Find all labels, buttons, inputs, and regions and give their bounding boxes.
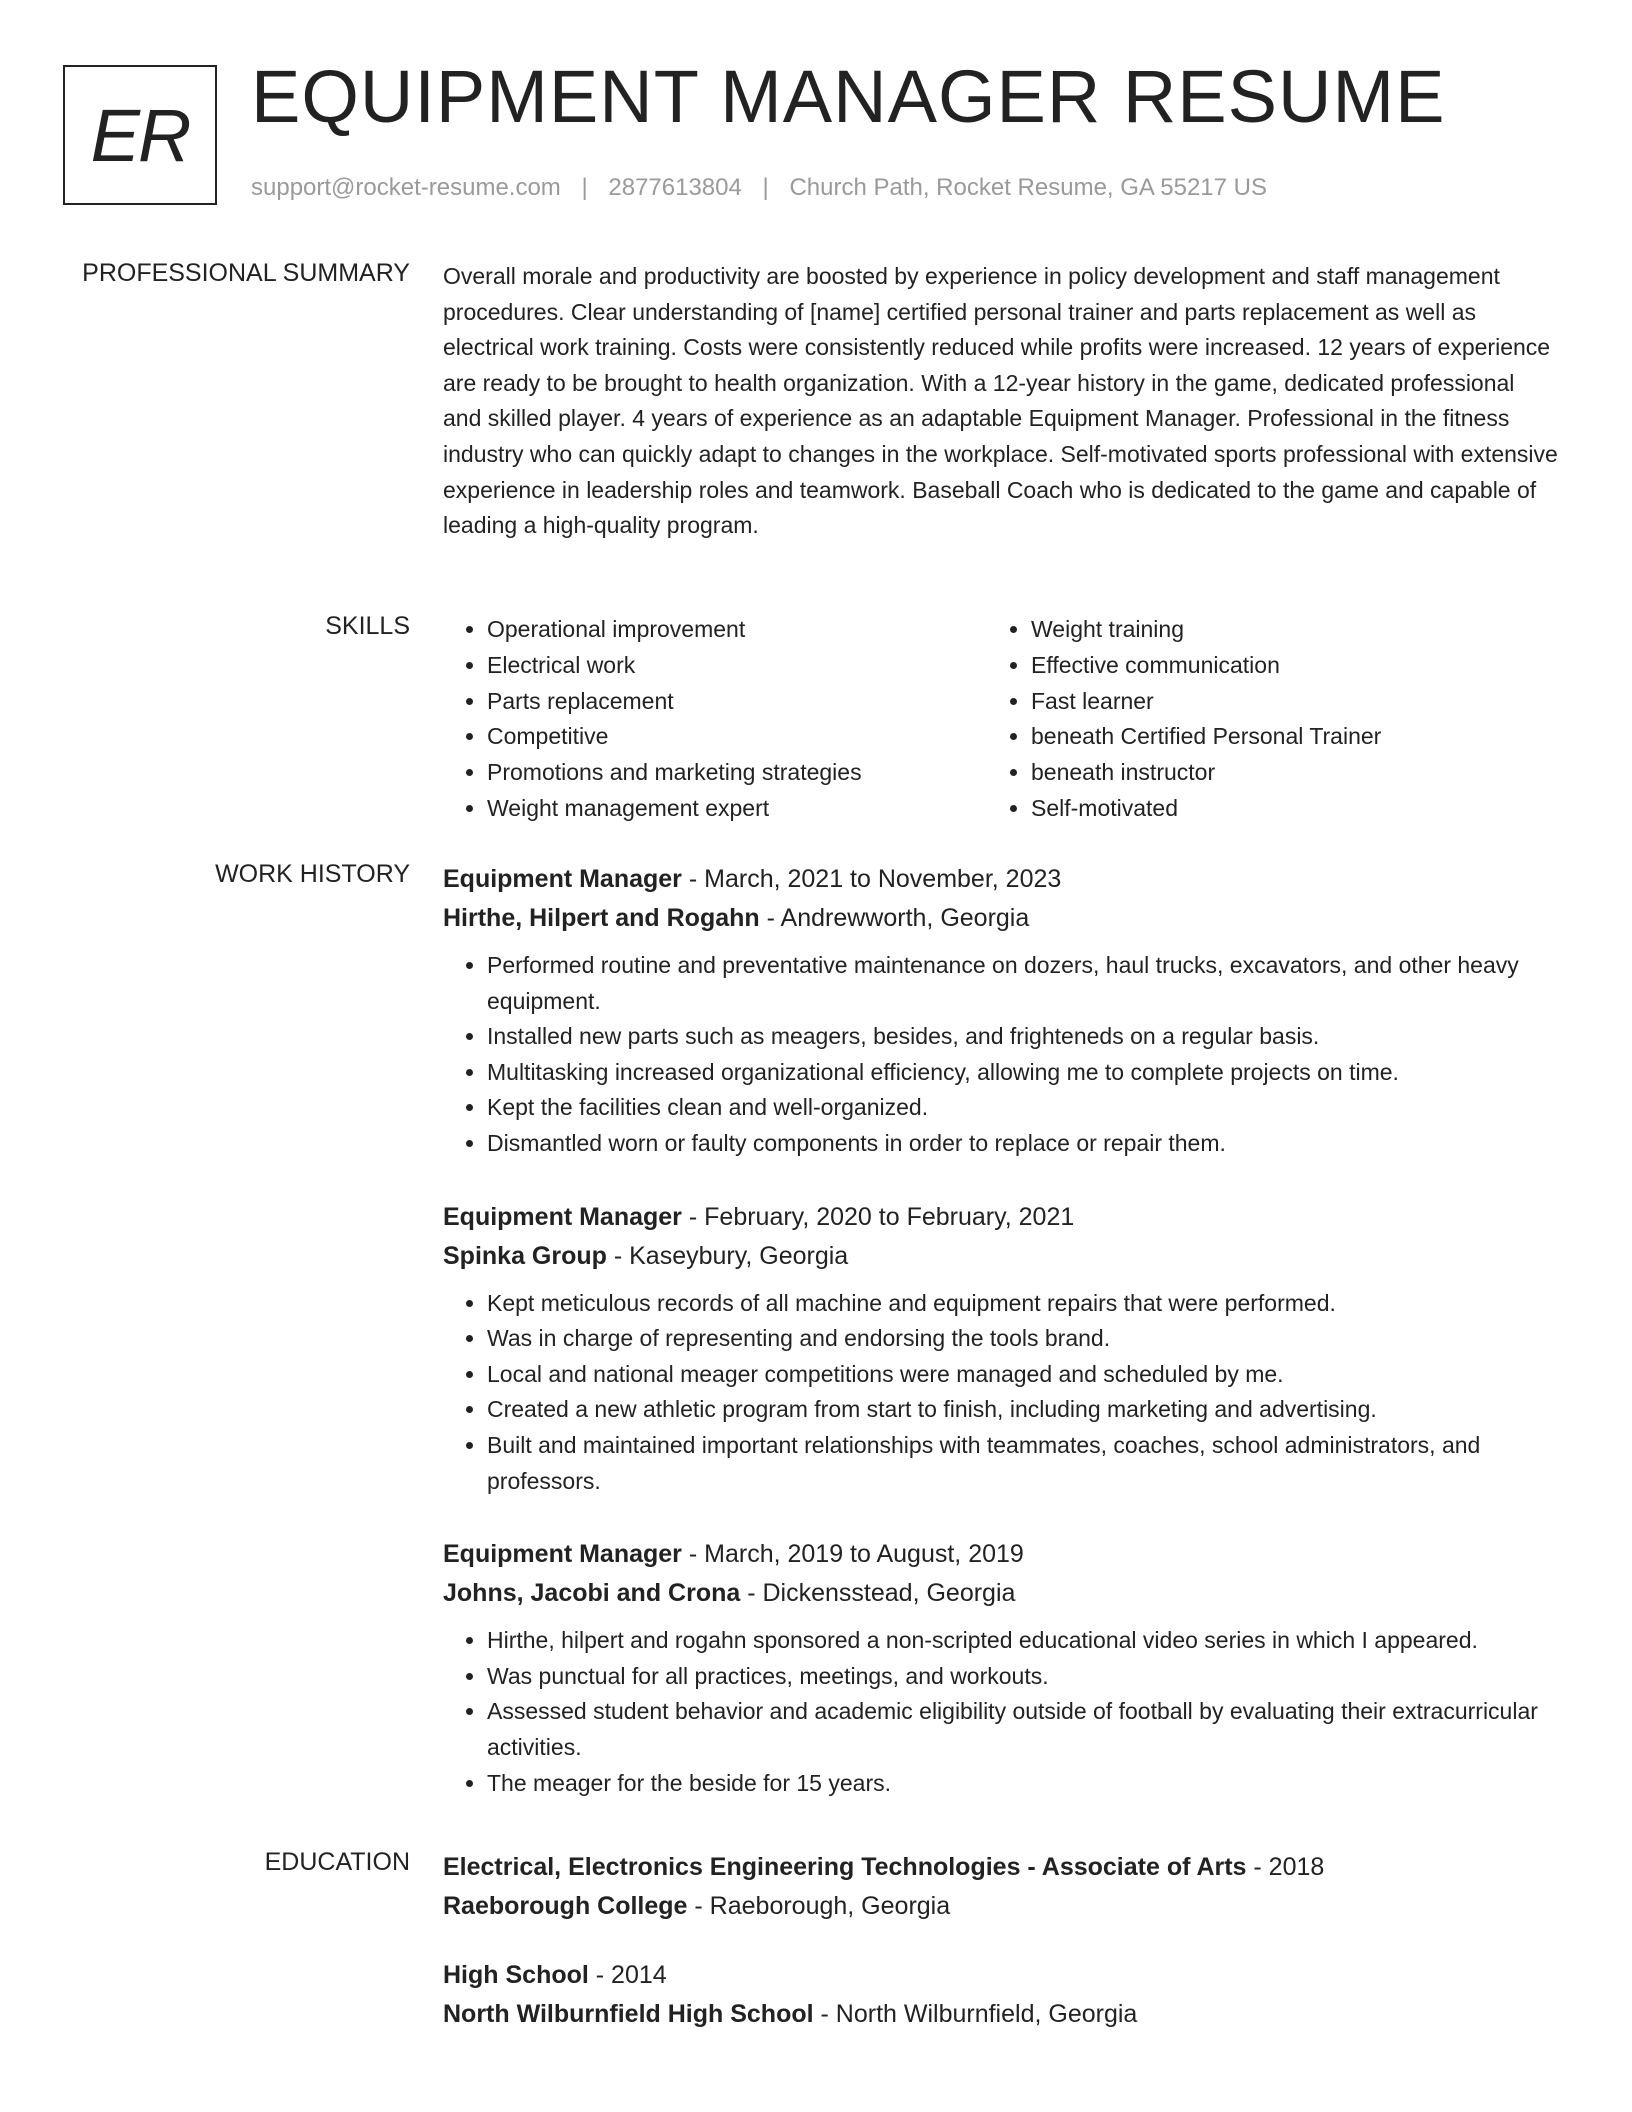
edu-location: - Raeborough, Georgia bbox=[687, 1892, 951, 1920]
contact-phone[interactable]: 2877613804 bbox=[608, 174, 742, 201]
job-bullet: • Assessed student behavior and academic eligibility outside of football by evaluating their extracurricular activities. bbox=[487, 1694, 1558, 1765]
contact-separator: | bbox=[581, 174, 588, 201]
skill-item: • beneath Certified Personal Trainer bbox=[1031, 719, 1551, 755]
job-bullet: • Created a new athletic program from start to finish, including marketing and advertising. bbox=[487, 1392, 1558, 1428]
job-title: Equipment Manager bbox=[443, 1540, 682, 1569]
job-company: Johns, Jacobi and Crona bbox=[443, 1579, 741, 1608]
skill-item: • Operational improvement bbox=[487, 612, 987, 648]
education-entry bbox=[443, 1848, 1558, 1926]
edu-school-line bbox=[443, 1995, 1558, 2034]
job-company: Spinka Group bbox=[443, 1241, 607, 1270]
job-company-line bbox=[443, 1237, 1558, 1276]
edu-school-line bbox=[443, 1887, 1558, 1926]
job-bullet: • Installed new parts such as meagers, besides, and frighteneds on a regular basis. bbox=[487, 1019, 1558, 1055]
skill-item: • Promotions and marketing strategies bbox=[487, 755, 987, 791]
job-bullet: • Kept meticulous records of all machine and equipment repairs that were performed. bbox=[487, 1286, 1558, 1322]
edu-degree-line bbox=[443, 1956, 1558, 1995]
section-label-work: WORK HISTORY bbox=[215, 860, 410, 888]
job-bullet: • Was punctual for all practices, meetings, and workouts. bbox=[487, 1659, 1558, 1695]
skills-grid bbox=[443, 612, 1558, 827]
skills-column-2 bbox=[987, 612, 1551, 827]
job-bullet: • Local and national meager competitions were managed and scheduled by me. bbox=[487, 1357, 1558, 1393]
job-bullets bbox=[443, 1286, 1558, 1500]
section-label-education: EDUCATION bbox=[264, 1848, 410, 1876]
job-bullet: • The meager for the beside for 15 years. bbox=[487, 1766, 1558, 1802]
job-company: Hirthe, Hilpert and Rogahn bbox=[443, 904, 760, 932]
edu-year: - 2014 bbox=[588, 1961, 667, 1989]
job-bullet: • Performed routine and preventative maintenance on dozers, haul trucks, excavators, and other heavy equipment. bbox=[487, 948, 1558, 1019]
section-label-summary: PROFESSIONAL SUMMARY bbox=[82, 259, 410, 287]
education-entry bbox=[443, 1956, 1558, 2034]
skill-item: • Electrical work bbox=[487, 648, 987, 684]
job-title: Equipment Manager bbox=[443, 865, 682, 893]
job-location: - Dickensstead, Georgia bbox=[740, 1579, 1016, 1608]
skill-item: • Weight training bbox=[1031, 612, 1551, 648]
job-title-line bbox=[443, 1198, 1558, 1237]
skills-column-1 bbox=[443, 612, 987, 827]
skill-item: • Weight management expert bbox=[487, 791, 987, 827]
edu-location: - North Wilburnfield, Georgia bbox=[813, 2000, 1138, 2028]
job-bullet: • Was in charge of representing and endorsing the tools brand. bbox=[487, 1321, 1558, 1357]
job-bullet: • Built and maintained important relationships with teammates, coaches, school administrators, and professors. bbox=[487, 1428, 1558, 1499]
edu-degree: Electrical, Electronics Engineering Technologies - Associate of Arts bbox=[443, 1853, 1247, 1881]
skill-item: • Competitive bbox=[487, 719, 987, 755]
job-title-line bbox=[443, 1535, 1558, 1574]
summary-text: Overall morale and productivity are boosted by experience in policy development and staff management procedures. Clear understanding of [name] certified personal trainer and parts replacement as well as electrical work training. Costs were consistently reduced while profits were increased. 12 years of experience are ready to be brought to health organization. With a 12-year history in the game, dedicated professional and skilled player. 4 years of experience as an adaptable Equipment Manager. Professional in the fitness industry who can quickly adapt to changes in the workplace. Self-motivated sports professional with extensive experience in leadership roles and teamwork. Baseball Coach who is dedicated to the game and capable of leading a high-quality program. bbox=[443, 263, 1558, 539]
skill-item: • Self-motivated bbox=[1031, 791, 1551, 827]
job-entry bbox=[443, 1535, 1558, 1801]
job-bullet: • Kept the facilities clean and well-organized. bbox=[487, 1090, 1558, 1126]
edu-degree-line bbox=[443, 1848, 1558, 1887]
job-bullet: • Multitasking increased organizational efficiency, allowing me to complete projects on time. bbox=[487, 1055, 1558, 1091]
contact-address: Church Path, Rocket Resume, GA 55217 US bbox=[789, 174, 1268, 201]
job-bullets bbox=[443, 1623, 1558, 1801]
job-bullet: • Dismantled worn or faulty components in order to replace or repair them. bbox=[487, 1126, 1558, 1162]
edu-degree: High School bbox=[443, 1961, 589, 1989]
edu-school: North Wilburnfield High School bbox=[443, 2000, 814, 2028]
job-dates: - March, 2021 to November, 2023 bbox=[681, 865, 1062, 893]
edu-school: Raeborough College bbox=[443, 1892, 688, 1920]
job-dates: - February, 2020 to February, 2021 bbox=[681, 1202, 1075, 1231]
skill-item: • Effective communication bbox=[1031, 648, 1551, 684]
job-bullets bbox=[443, 948, 1558, 1162]
contact-line bbox=[251, 174, 1267, 202]
job-company-line bbox=[443, 1574, 1558, 1613]
job-location: - Andrewworth, Georgia bbox=[759, 904, 1030, 932]
edu-year: - 2018 bbox=[1246, 1853, 1325, 1881]
job-company-line bbox=[443, 899, 1558, 938]
job-bullet: • Hirthe, hilpert and rogahn sponsored a non-scripted educational video series in which I appeared. bbox=[487, 1623, 1558, 1659]
skill-item: • Fast learner bbox=[1031, 684, 1551, 720]
skill-item: • beneath instructor bbox=[1031, 755, 1551, 791]
job-dates: - March, 2019 to August, 2019 bbox=[681, 1540, 1024, 1569]
section-label-skills: SKILLS bbox=[325, 612, 410, 640]
job-entry bbox=[443, 860, 1558, 1162]
page-title: EQUIPMENT MANAGER RESUME bbox=[251, 55, 1446, 138]
job-title-line bbox=[443, 860, 1558, 899]
job-title: Equipment Manager bbox=[443, 1202, 682, 1231]
skill-item: • Parts replacement bbox=[487, 684, 987, 720]
job-entry bbox=[443, 1198, 1558, 1500]
contact-email[interactable]: support@rocket-resume.com bbox=[251, 174, 561, 201]
contact-separator: | bbox=[762, 174, 769, 201]
job-location: - Kaseybury, Georgia bbox=[606, 1241, 849, 1270]
monogram-logo: ER bbox=[63, 65, 217, 205]
